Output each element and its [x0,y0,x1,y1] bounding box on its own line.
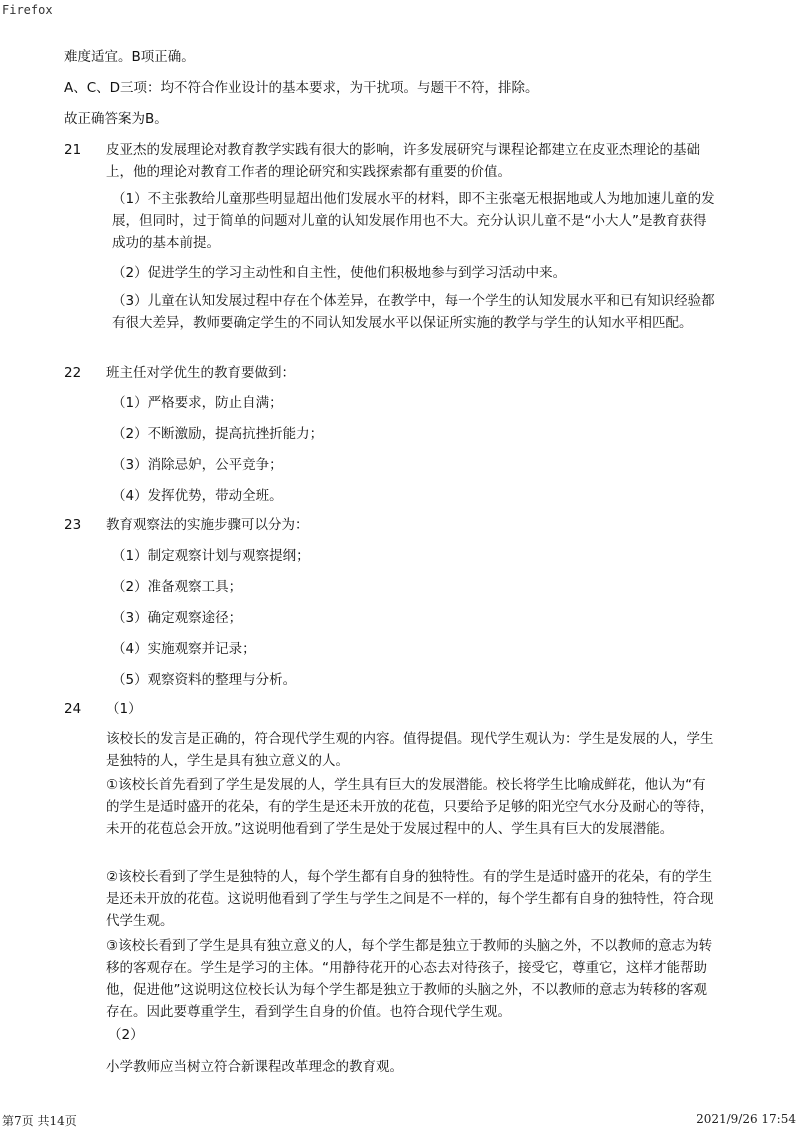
q24-paragraph-3: ②该校长看到了学生是独特的人，每个学生都有自身的独特性。有的学生是适时盛开的花朵，有的学生是还未开放的花苞。这说明他看到了学生与学生之间是不一样的，每个学生都有自身的独特性，符合现代学生观。 [106,869,714,929]
q24-paragraph-2: ①该校长首先看到了学生是发展的人，学生具有巨大的发展潜能。校长将学生比喻成鲜花，他认为“有的学生是适时盛开的花朵，有的学生是还未开放的花苞，只要给予足够的阳光空气水分及耐心的等待，未开的花苞总会开放。”这说明他看到了学生是处于发展过程中的人、学生具有巨大的发展潜能。 [106,777,714,837]
q21-item-3: （3）儿童在认知发展过程中存在个体差异，在教学中，每一个学生的认知发展水平和已有知识经验都有很大差异，教师要确定学生的不同认知发展水平以保证所实施的教学与学生的认知水平相匹配。 [112,293,715,331]
browser-title: Firefox [2,3,53,17]
question-number-24: 24 [64,701,82,717]
print-datetime: 2021/9/26 17:54 [696,1112,796,1126]
q23-item-5: （5）观察资料的整理与分析。 [112,672,297,688]
q23-item-4: （4）实施观察并记录； [112,641,256,657]
q22-item-2: （2）不断激励，提高抗挫折能力； [112,426,324,442]
q23-item-1: （1）制定观察计划与观察提纲； [112,548,310,564]
q24-part2-label: （2） [108,1027,144,1043]
question-number-23: 23 [64,517,82,533]
q21-lead: 皮亚杰的发展理论对教育教学实践有很大的影响，许多发展研究与课程论都建立在皮亚杰理论的基础上，他的理论对教育工作者的理论研究和实践探索都有重要的价值。 [106,142,700,180]
question-number-22: 22 [64,365,82,381]
page-counter: 第7页 共14页 [2,1114,77,1128]
q24-part1-label: （1） [106,701,142,717]
intro-line-2: A、C、D三项：均不符合作业设计的基本要求，为干扰项。与题干不符，排除。 [64,80,539,96]
q21-item-1: （1）不主张教给儿童那些明显超出他们发展水平的材料，即不主张毫无根据地或人为地加速儿童的发展，但同时，过于简单的问题对儿童的认知发展作用也不大。充分认识儿童不是“小大人”是教育获得成功的基本前提。 [112,191,715,251]
intro-line-3: 故正确答案为B。 [64,111,168,127]
question-number-21: 21 [64,142,82,158]
q22-item-4: （4）发挥优势，带动全班。 [112,488,283,504]
q23-lead: 教育观察法的实施步骤可以分为： [106,517,309,533]
intro-line-1: 难度适宜。B项正确。 [64,49,195,65]
q22-lead: 班主任对学优生的教育要做到： [106,365,295,381]
q22-item-3: （3）消除忌妒，公平竞争； [112,457,283,473]
q24-paragraph-4: ③该校长看到了学生是具有独立意义的人，每个学生都是独立于教师的头脑之外，不以教师的意志为转移的客观存在。学生是学习的主体。“用静待花开的心态去对待孩子，接受它，尊重它，这样才能帮助他，促进他”这说明这位校长认为每个学生都是独立于教师的头脑之外，不以教师的意志为转移的客观存在。因此要尊重学生，看到学生自身的价值。也符合现代学生观。 [106,938,713,1020]
q22-item-1: （1）严格要求，防止自满； [112,395,283,411]
q24-paragraph-5: 小学教师应当树立符合新课程改革理念的教育观。 [106,1059,403,1075]
q24-paragraph-1: 该校长的发言是正确的，符合现代学生观的内容。值得提倡。现代学生观认为：学生是发展的人，学生是独特的人，学生是具有独立意义的人。 [106,731,714,769]
q21-item-2: （2）促进学生的学习主动性和自主性，使他们积极地参与到学习活动中来。 [112,265,567,281]
q23-item-2: （2）准备观察工具； [112,579,243,595]
q23-item-3: （3）确定观察途径； [112,610,243,626]
